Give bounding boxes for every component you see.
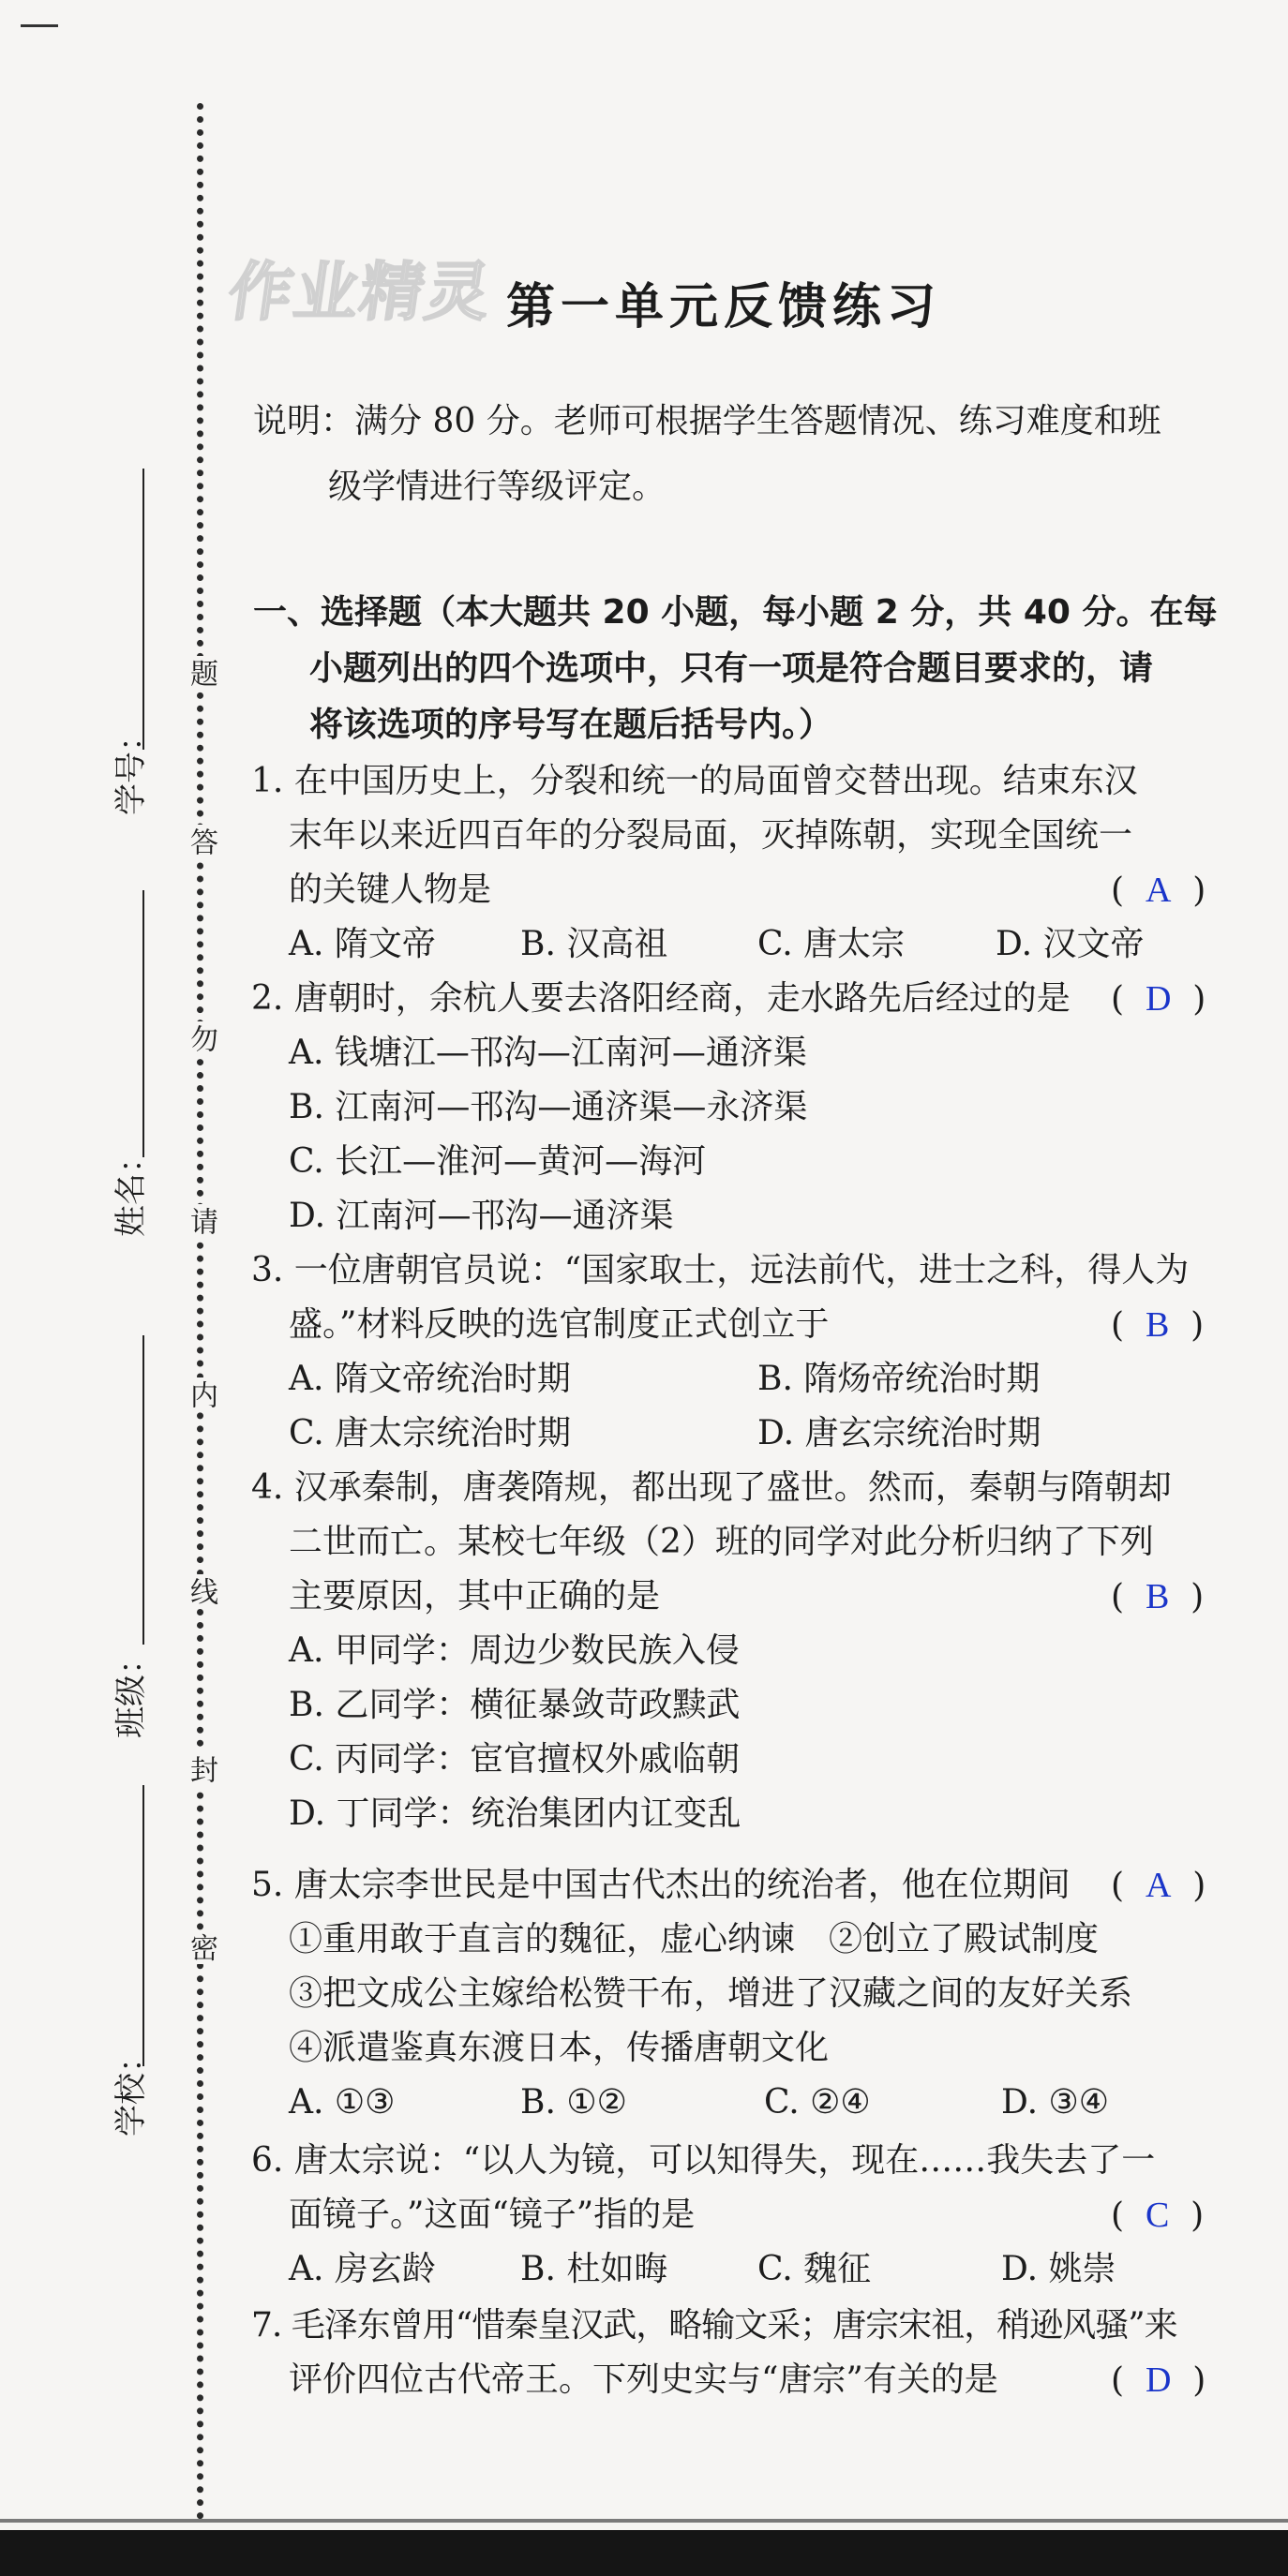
section-heading-1: 一、选择题（本大题共 20 小题，每小题 2 分，共 40 分。在每 <box>253 593 1218 632</box>
q4-line-3: 主要原因，其中正确的是 <box>289 1577 661 1616</box>
q1-line-2: 末年以来近四百年的分裂局面，灭掉陈朝，实现全国统一 <box>289 816 1133 855</box>
seal-char-nei: 内 <box>184 1377 217 1411</box>
q1-line-3: 的关键人物是 <box>289 871 492 909</box>
school-label: 学校： <box>112 2041 150 2137</box>
class-label: 班级： <box>112 1643 150 1738</box>
name-field[interactable] <box>142 890 144 1157</box>
section-heading-3: 将该选项的序号写在题后括号内。） <box>309 706 833 744</box>
scan-bottom-edge <box>0 2530 1288 2576</box>
q1-option-c: C. 唐太宗 <box>757 925 906 963</box>
q2-option-b: B. 江南河—邗沟—通济渠—永济渠 <box>289 1088 808 1126</box>
q4-option-a: A. 甲同学：周边少数民族入侵 <box>289 1631 740 1670</box>
q6-answer-bracket: ( C ) <box>1111 2196 1205 2235</box>
q2-answer: D <box>1145 979 1172 1019</box>
note-line-2: 级学情进行等级评定。 <box>328 468 666 506</box>
q2-option-a: A. 钱塘江—邗沟—江南河—通济渠 <box>289 1034 807 1072</box>
q7-line-2: 评价四位古代帝王。下列史实与“唐宗”有关的是 <box>289 2360 998 2399</box>
q5-option-a: A. ①③ <box>289 2083 396 2122</box>
q4-line-1: 4. 汉承秦制，唐袭隋规，都出现了盛世。然而，秦朝与隋朝却 <box>251 1468 1172 1507</box>
student-no-field[interactable] <box>142 469 144 750</box>
q5-answer: A <box>1145 1866 1172 1905</box>
q4-answer-bracket: ( B ) <box>1111 1577 1205 1616</box>
watermark-logo: 作业精灵 <box>223 256 497 330</box>
q1-option-b: B. 汉高祖 <box>520 925 668 963</box>
note-line-1: 说明：满分 80 分。老师可根据学生答题情况、练习难度和班 <box>253 402 1161 440</box>
q2-line-1: 2. 唐朝时，余杭人要去洛阳经商，走水路先后经过的是 <box>251 979 1071 1018</box>
class-field[interactable] <box>142 1335 144 1645</box>
seal-char-xian: 线 <box>184 1574 217 1608</box>
q3-option-d: D. 唐玄宗统治时期 <box>757 1414 1041 1452</box>
q6-line-1: 6. 唐太宗说：“以人为镜，可以知得失，现在……我失去了一 <box>251 2141 1156 2180</box>
q7-answer: D <box>1145 2360 1172 2400</box>
binding-dotted-line <box>197 103 203 2521</box>
q5-line-1: 5. 唐太宗李世民是中国古代杰出的统治者，他在位期间 <box>251 1866 1071 1904</box>
q5-answer-bracket: ( A ) <box>1111 1866 1206 1905</box>
q2-option-c: C. 长江—淮河—黄河—海河 <box>289 1142 707 1181</box>
q4-answer: B <box>1145 1577 1170 1616</box>
q1-answer-bracket: ( A ) <box>1111 871 1206 910</box>
q5-option-d: D. ③④ <box>1001 2083 1110 2122</box>
q1-line-1: 1. 在中国历史上，分裂和统一的局面曾交替出现。结束东汉 <box>251 762 1138 800</box>
q5-option-b: B. ①② <box>520 2083 627 2122</box>
q7-line-1: 7. 毛泽东曾用“惜秦皇汉武，略输文采；唐宗宋祖，稍逊风骚”来 <box>251 2306 1177 2345</box>
q3-option-a: A. 隋文帝统治时期 <box>289 1360 571 1398</box>
q1-answer: A <box>1145 871 1172 910</box>
q4-option-b: B. 乙同学：横征暴敛苛政黩武 <box>289 1686 741 1724</box>
seal-char-feng: 封 <box>184 1752 217 1786</box>
q4-option-d: D. 丁同学：统治集团内讧变乱 <box>289 1794 741 1833</box>
name-label: 姓名： <box>112 1141 150 1237</box>
q6-option-b: B. 杜如晦 <box>520 2250 668 2288</box>
q3-option-c: C. 唐太宗统治时期 <box>289 1414 572 1452</box>
q4-line-2: 二世而亡。某校七年级（2）班的同学对此分析归纳了下列 <box>289 1523 1154 1561</box>
q4-option-c: C. 丙同学：宦官擅权外戚临朝 <box>289 1740 741 1779</box>
q5-item-1: ①重用敢于直言的魏征，虚心纳谏 ②创立了殿试制度 <box>289 1920 1100 1958</box>
q5-item-2: ③把文成公主嫁给松赞干布，增进了汉藏之间的友好关系 <box>289 1974 1133 2013</box>
q3-line-2: 盛。”材料反映的选官制度正式创立于 <box>289 1305 830 1344</box>
q6-option-c: C. 魏征 <box>757 2250 872 2288</box>
q5-option-c: C. ②④ <box>764 2083 871 2122</box>
student-no-label: 学号： <box>112 720 150 815</box>
q1-option-a: A. 隋文帝 <box>289 925 436 963</box>
q6-option-a: A. 房玄龄 <box>289 2250 436 2288</box>
q5-item-3: ④派遣鉴真东渡日本，传播唐朝文化 <box>289 2029 830 2067</box>
q3-answer-bracket: ( B ) <box>1111 1305 1205 1345</box>
q7-answer-bracket: ( D ) <box>1111 2360 1206 2400</box>
seal-char-mi: 密 <box>184 1930 217 1964</box>
seal-char-ti: 题 <box>184 656 217 690</box>
seal-char-wu: 勿 <box>184 1021 217 1055</box>
page-title: 第一单元反馈练习 <box>506 279 942 335</box>
q6-option-d: D. 姚崇 <box>1001 2250 1116 2288</box>
seal-char-qing: 请 <box>184 1204 217 1238</box>
section-heading-2: 小题列出的四个选项中，只有一项是符合题目要求的，请 <box>309 649 1154 688</box>
school-field[interactable] <box>142 1785 144 2066</box>
scan-edge-line <box>0 2519 1288 2523</box>
q3-option-b: B. 隋炀帝统治时期 <box>757 1360 1041 1398</box>
q2-answer-bracket: ( D ) <box>1111 979 1206 1019</box>
q3-answer: B <box>1145 1305 1170 1345</box>
q6-line-2: 面镜子。”这面“镜子”指的是 <box>289 2196 696 2234</box>
seal-char-da: 答 <box>184 825 217 858</box>
q1-option-d: D. 汉文帝 <box>996 925 1145 963</box>
q3-line-1: 3. 一位唐朝官员说：“国家取士，远法前代，进士之科，得人为 <box>251 1251 1190 1289</box>
corner-mark <box>21 24 58 27</box>
q2-option-d: D. 江南河—邗沟—通济渠 <box>289 1197 674 1235</box>
q6-answer: C <box>1145 2196 1170 2235</box>
